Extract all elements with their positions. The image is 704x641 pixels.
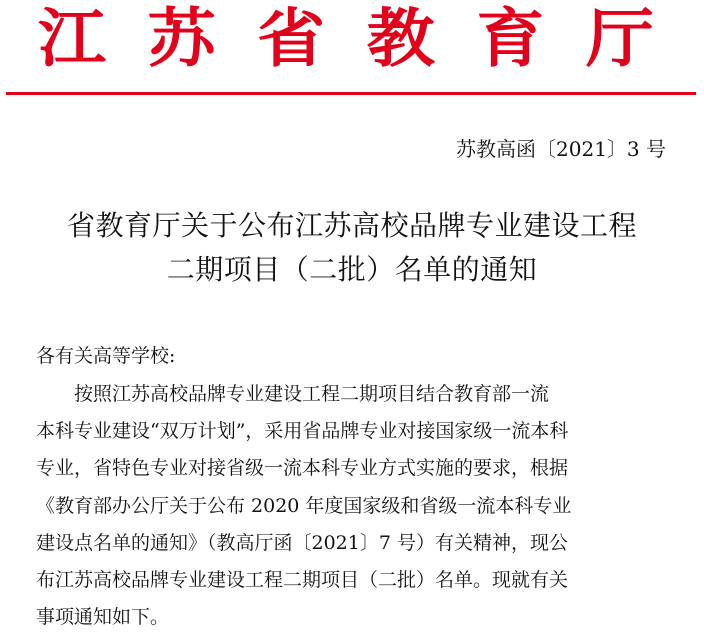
document-title — [28, 204, 676, 292]
body-line: 建设点名单的通知》（教高厅函〔2021〕7 号）有关精神，现公 — [36, 531, 568, 554]
body-line: 专业，省特色专业对接省级一流本科专业方式实施的要求，根据 — [36, 457, 569, 480]
title-line: 二期项目（二批）名单的通知 — [166, 253, 538, 286]
body-line: 布江苏高校品牌专业建设工程二期项目（二批）名单。现就有关 — [36, 568, 569, 591]
masthead-char: 苏 — [147, 2, 216, 77]
body-line: 事项通知如下。 — [36, 606, 170, 629]
body-line: 《教育部办公厅关于公布 2020 年度国家级和省级一流本科专业 — [36, 494, 572, 517]
document-number: 苏教高函〔2021〕3 号 — [456, 137, 666, 161]
agency-masthead — [36, 2, 656, 78]
body-paragraph — [36, 376, 676, 636]
salutation: 各有关高等学校: — [36, 345, 176, 367]
masthead-char: 省 — [257, 2, 326, 77]
body-line: 按照江苏高校品牌专业建设工程二期项目结合教育部一流 — [36, 383, 550, 405]
masthead-char: 江 — [37, 2, 106, 77]
masthead-char: 厅 — [585, 2, 654, 77]
title-line: 省教育厅关于公布江苏高校品牌专业建设工程 — [66, 209, 637, 242]
red-divider-line — [6, 92, 696, 95]
body-line: 本科专业建设“双万计划”，采用省品牌专业对接国家级一流本科 — [36, 420, 569, 443]
masthead-char: 育 — [476, 2, 545, 77]
masthead-char: 教 — [366, 2, 435, 77]
